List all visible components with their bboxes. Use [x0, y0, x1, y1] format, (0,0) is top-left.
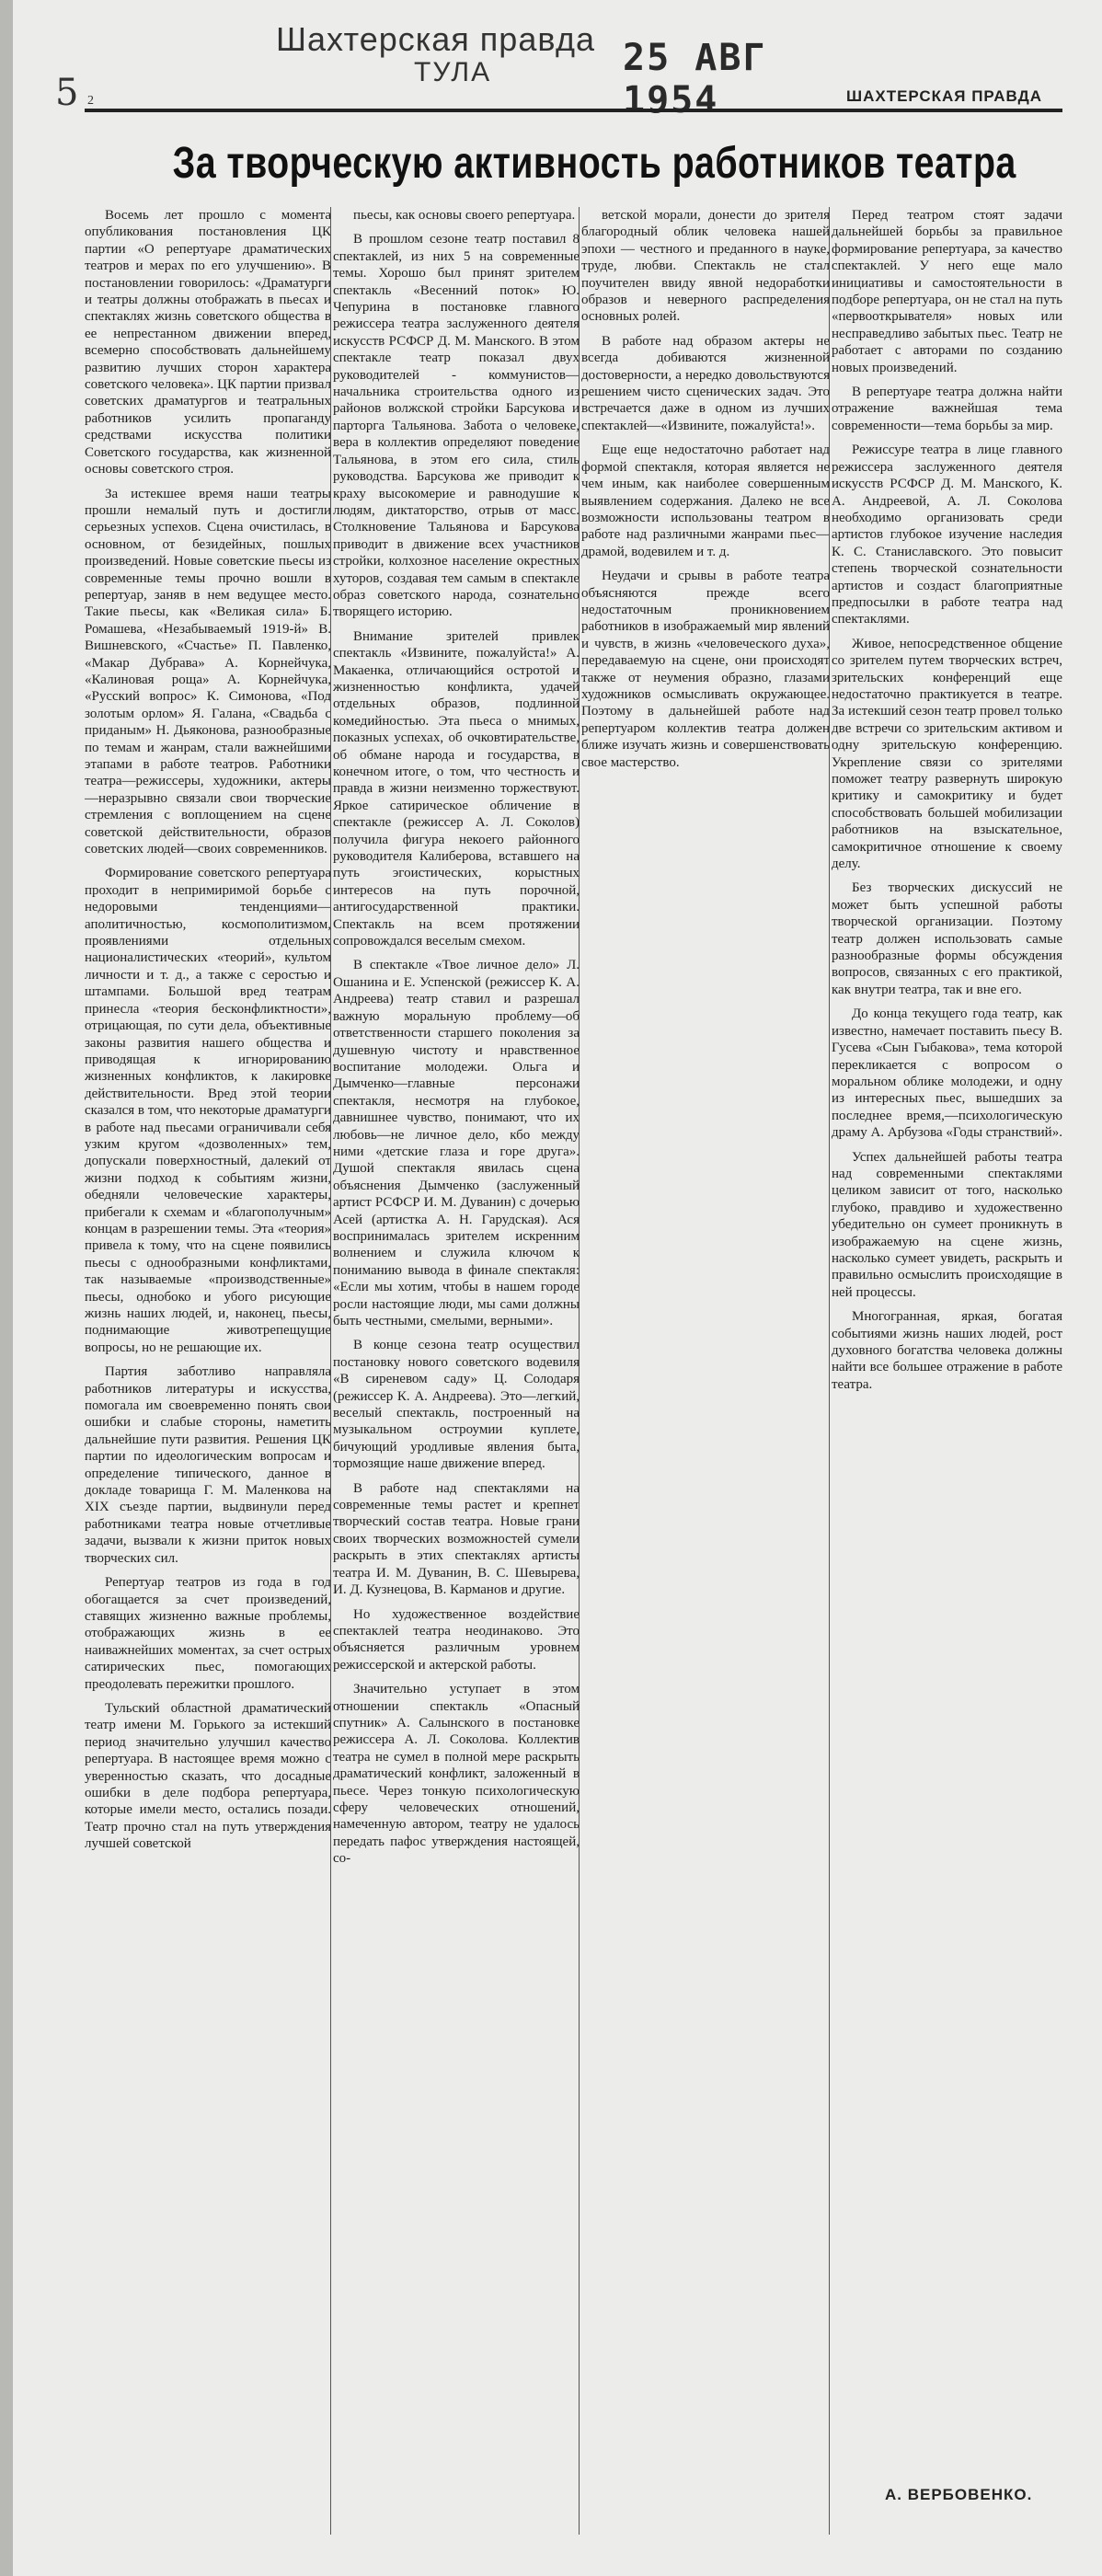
article-paragraph: В прошлом сезоне театр поставил 8 спектаклей, из них 5 на современные темы. Хорошо был принят зрителем спектакль «Весенний поток» Ю. Чепурина в постановке главного режиссера театра заслуженного деятеля искусств РСФСР Д. М. Манского. В этом спектакле театр показал двух руководителей - коммунистов—начальника строительства одного из районов волжской стройки Барсукова и парторга Тальянова. Забота о человеке, вера в коллектив определяют поведение Тальянова, в этом его сила, стиль руководства. Барсукова же приводит к краху высокомерие и равнодушие к людям, диктаторство, отрыв от масс. Столкновение Тальянова и Барсукова приводит в движение всех участников стройки, колхозное население окрестных хуторов, создавая тем самым в спектакле образ советского народа, сознательно творящего историю. — [333, 232, 580, 620]
handwritten-paper-name: Шахтерская правда — [276, 20, 596, 58]
header-rule — [85, 109, 1062, 112]
article-paragraph: Тульский областной драматический театр имени М. Горького за истекший период значительно улучшил качество репертуара. В настоящее время можно с уверенностью сказать, что досадные ошибки в деле подбора репертуара, которые имели место, остались позади. Театр прочно стал на путь утверждения лучшей советской — [85, 1700, 331, 1852]
article-paragraph: Без творческих дискуссий не может быть успешной работы творческой организации. Поэтому театр должен использовать самые разнообразные формы обсуждения вопросов, связанных с его практикой, как внутри театра, так и вне его. — [832, 880, 1062, 997]
article-paragraph: Живое, непосредственное общение со зрителем путем творческих встреч, зрительских конференций еще недостаточно практикуется в театре. За истекший сезон театр провел только две встречи со зрительским активом и одну зрительскую конференцию. Укрепление связи со зрителями поможет театру развернуть широкую критику и самокритику и будет способствовать большей мобилизации работников на взыскательное, самокритичное отношение к своему делу. — [832, 636, 1062, 872]
article-column-3 — [581, 207, 830, 2535]
article-paragraph: Восемь лет прошло с момента опубликования постановления ЦК партии «О репертуаре драматических театров и мерах по его улучшению». В постановлении говорилось: «Драматурги и театры должны отображать в пьесах и спектаклях жизнь советского общества в ее непрестанном движении вперед, всемерно способствовать дальнейшему развитию лучших сторон характера советского человека». ЦК партии призвал советских драматургов и театральных работников усилить пропаганду средствами искусства политики Советского государства, как жизненной основы советского строя. — [85, 208, 331, 477]
article-paragraph: Партия заботливо направляла работников литературы и искусства, помогала им своевременно понять свои ошибки и слабые стороны, наметить дальнейшие пути развития. Решения ЦК партии по идеологическим вопросам и определение типического, данное в докладе товарища Г. М. Маленкова на XIX съезде партии, выдвинули перед работниками театра новые отчетливые задачи, вызвали к жизни приток новых творческих сил. — [85, 1364, 331, 1566]
article-paragraph: Режиссуре театра в лице главного режиссера заслуженного деятеля искусств РСФСР Д. М. Манского, К. А. Андреевой, А. Л. Соколова необходимо организовать среди артистов глубокое изучение наследия К. С. Станиславского. Это повысит степень творческой сознательности артистов и создаст благоприятные предпосылки в работе театра над спектаклями. — [832, 443, 1062, 627]
article-paragraph: Неудачи и срывы в работе театра объясняются прежде всего недостаточным проникновением работников в изображаемый мир явлений и чувств, в жизнь «человеческого духа», передаваемую на сцене, они происходят также от неумения образно, глазами художников осмысливать окружающее. Поэтому в дальнейшей работе над репертуаром коллектив театра должен ближе изучать жизнь и совершенствовать свое мастерство. — [581, 569, 830, 770]
column-divider — [579, 207, 580, 2535]
article-paragraph: За истекшее время наши театры прошли немалый путь и достигли серьезных успехов. Сцена очистилась, в основном, от безидейных, пошлых произведений. Новые советские пьесы из современные темы прочно вошли в репертуар, заняв в нем ведущее место. Такие пьесы, как «Великая сила» Б. Ромашева, «Незабываемый 1919-й» В. Вишневского, «Счастье» П. Павленко, «Макар Дубрава» А. Корнейчука, «Калиновая роща» А. Корнейчука, «Русский вопрос» К. Симонова, «Под золотым орлом» Я. Галана, «Свадьба с приданым» Н. Дьяконова, разнообразные по темам и жанрам, стали важнейшими этапами в работе театров. Работники театра—режиссеры, художники, актеры—неразрывно связали свои творческие стремления с воплощением на сцене советской действительности, образов советских людей—своих современников. — [85, 486, 331, 857]
date-stamp: 25 АВГ 1954 — [623, 37, 767, 121]
article-paragraph: Значительно уступает в этом отношении спектакль «Опасный спутник» А. Салынского в постановке режиссера А. Л. Соколова. Коллектив театра не сумел в полной мере раскрыть драматический конфликт, заложенный в пьесе. Через тонкую психологическую сферу человеческих отношений, намеченную автором, театру не удалось передать пафос утверждения настоящей, со- — [333, 1682, 580, 1867]
city-label: ТУЛА — [414, 57, 492, 87]
article-paragraph: Перед театром стоят задачи дальнейшей борьбы за правильное формирование репертуара, за качество спектаклей. У него еще мало инициативы и самостоятельности в подборе репертуара, он не стал на путь «первооткрывателя» новых или несправедливо забытых пьес. Театр не работает с авторами по созданию новых произведений. — [832, 208, 1062, 375]
column-divider — [330, 207, 331, 2535]
column-divider — [829, 207, 830, 2535]
article-column-4 — [832, 207, 1062, 2535]
article-paragraph: Но художественное воздействие спектаклей театра неодинаково. Это объясняется различным уровнем режиссерской и актерской работы. — [333, 1606, 580, 1673]
article-paragraph: пьесы, как основы своего репертуара. — [353, 208, 576, 223]
article-column-1 — [85, 207, 331, 2535]
article-paragraph: В работе над образом актеры не всегда добиваются жизненной достоверности, а нередко довольствуются решением чисто сценических задач. Это встречается даже в одном из лучших спектаклей—«Извините, пожалуйста!». — [581, 333, 830, 433]
article-paragraph: В работе над спектаклями на современные темы растет и крепнет творческий состав театра. Новые грани своих творческих возможностей сумели раскрыть в этих спектаклях артисты театра И. М. Дуванин, В. С. Шевырева, И. Д. Кузнецова, В. Карманов и другие. — [333, 1480, 580, 1598]
article-paragraph: В конце сезона театр осуществил постановку нового советского водевиля «В сиреневом саду» Ц. Солодаря (режиссер К. А. Андреева). Это—легкий, веселый спектакль, построенный на музыкальном остроумии куплете, бичующий уродливые явления быта, тормозящие наше движение вперед. — [333, 1338, 580, 1472]
article-paragraph: Многогранная, яркая, богатая событиями жизнь наших людей, рост духовного богатства человека должны найти все большее отражение в работе театра. — [832, 1309, 1062, 1392]
article-column-2 — [333, 207, 580, 2535]
article-signature: А. ВЕРБОВЕНКО. — [885, 2486, 1033, 2503]
article-paragraph: Успех дальнейшей работы театра над современными спектаклями целиком зависит от того, насколько глубоко, правдиво и художественно убедительно он сумеет проникнуть в изображаемую на сцене жизнь, насколько сумеет увидеть, раскрыть и правильно осмыслить происходящие в ней процессы. — [832, 1149, 1062, 1300]
article-paragraph: ветской морали, донести до зрителя благородный облик человека нашей эпохи — честного и преданного в науке, труде, любви. Спектакль не стал поучителен ввиду явной недоработки образов и неверного распределения основных ролей. — [581, 208, 830, 325]
article-paragraph: Репертуар театров из года в год обогащается за счет произведений, ставящих жизненно важные проблемы, отображающих жизнь в ее наиважнейших моментах, за счет острых сатирических пьес, помогающих преодолевать пережитки прошлого. — [85, 1575, 331, 1692]
article-paragraph: Внимание зрителей привлек спектакль «Извините, пожалуйста!» А. Макаенка, отличающийся остротой и жизненностью конфликта, удачей отдельных образов, подлинной комедийностью. Эта пьеса о мнимых, показных успехах, об очковтирательстве, об обмане народа и государства, в конечном итоге, о том, что честность и правда в жизни неизменно торжествуют. Яркое сатирическое обличение в спектакле (режиссер А. Л. Соколов) получила фигура некоего районного руководителя Калиберова, вставшего на путь эгоистических, корыстных интересов на путь порочной, антигосударственной практики. Спектакль на всем протяжении сопровождался веселым смехом. — [333, 628, 580, 949]
page-edge — [0, 0, 13, 2576]
article-paragraph: Формирование советского репертуара проходит в непримиримой борьбе с недоровыми тенденциями—аполитичностью, космополитизмом, проявлениями отдельных националистических «теорий», культом личности и т. д., а также с серостью и штампами. Большой вред театрам принесла «теория бесконфликтности», отрицающая, по сути дела, объективные законы развития нашего общества и приводящая к игнорированию жизненных конфликтов, к лакировке действительности. Вред этой теории сказался в том, что некоторые драматурги в работе над пьесами ограничивали себя узким кругом «дозволенных» тем, допускали поверхностный, далекий от жизни подход к событиям жизни, обедняли человеческие характеры, прибегали к схемам и «благополучным» концам в разрешении темы. Эта «теория» привела к тому, что на сцене появились пьесы с однообразными конфликтами, так называемые «производственные» пьесы, однобоко и убого рисующие жизнь наших людей, и, наконец, пьесы, поднимающие животрепещущие вопросы, но не решающие их. — [85, 866, 331, 1355]
page-number: 2 — [87, 94, 94, 108]
printed-paper-name: ШАХТЕРСКАЯ ПРАВДА — [846, 87, 1042, 105]
article-paragraph: Еще еще недостаточно работает над формой спектакля, которая является не чем иным, как наиболее совершенным выявлением содержания. Далеко не все возможности использованы театром в работе над различными жанрами пьес—драмой, водевилем и т. д. — [581, 443, 830, 559]
article-paragraph: В спектакле «Твое личное дело» Л. Ошанина и Е. Успенской (режиссер К. А. Андреева) театр ставил и разрешал важную моральную проблему—об ответственности старшего поколения за душевную чистоту и нравственное воспитание молодежи. Ольга и Дымченко—главные персонажи спектакля, несмотря на глубокое, давнишнее чувство, понимают, что их любовь—не личное дело, кбо между ними «детские глаза и горе друга». Душой спектакля явилась сцена объяснения Дымченко (заслуженный артист РСФСР И. М. Дуванин) с дочерью Асей (артистка А. Н. Гарудская). Ася воспринималась зрителем искренним волнением и служила ключом к пониманию вывода в финале спектакля: «Если мы хотим, чтобы в нашем городе росли настоящие люди, мы сами должны быть честными, смелыми, верными». — [333, 958, 580, 1328]
article-body — [85, 207, 1062, 2535]
article-paragraph: До конца текущего года театр, как известно, намечает поставить пьесу В. Гусева «Сын Гыбакова», тема которой перекликается с вопросом о моральном облике молодежи, и одну из интересных пьес, вышедших за последнее время,—психологическую драму А. Арбузова «Годы странствий». — [832, 1006, 1062, 1141]
handwritten-page-number: 5 — [55, 72, 79, 114]
article-headline: За творческую активность работников театра — [172, 139, 1016, 188]
clipping-header — [276, 20, 828, 121]
article-paragraph: В репертуаре театра должна найти отражение важнейшая тема современности—тема борьбы за мир. — [832, 385, 1062, 433]
